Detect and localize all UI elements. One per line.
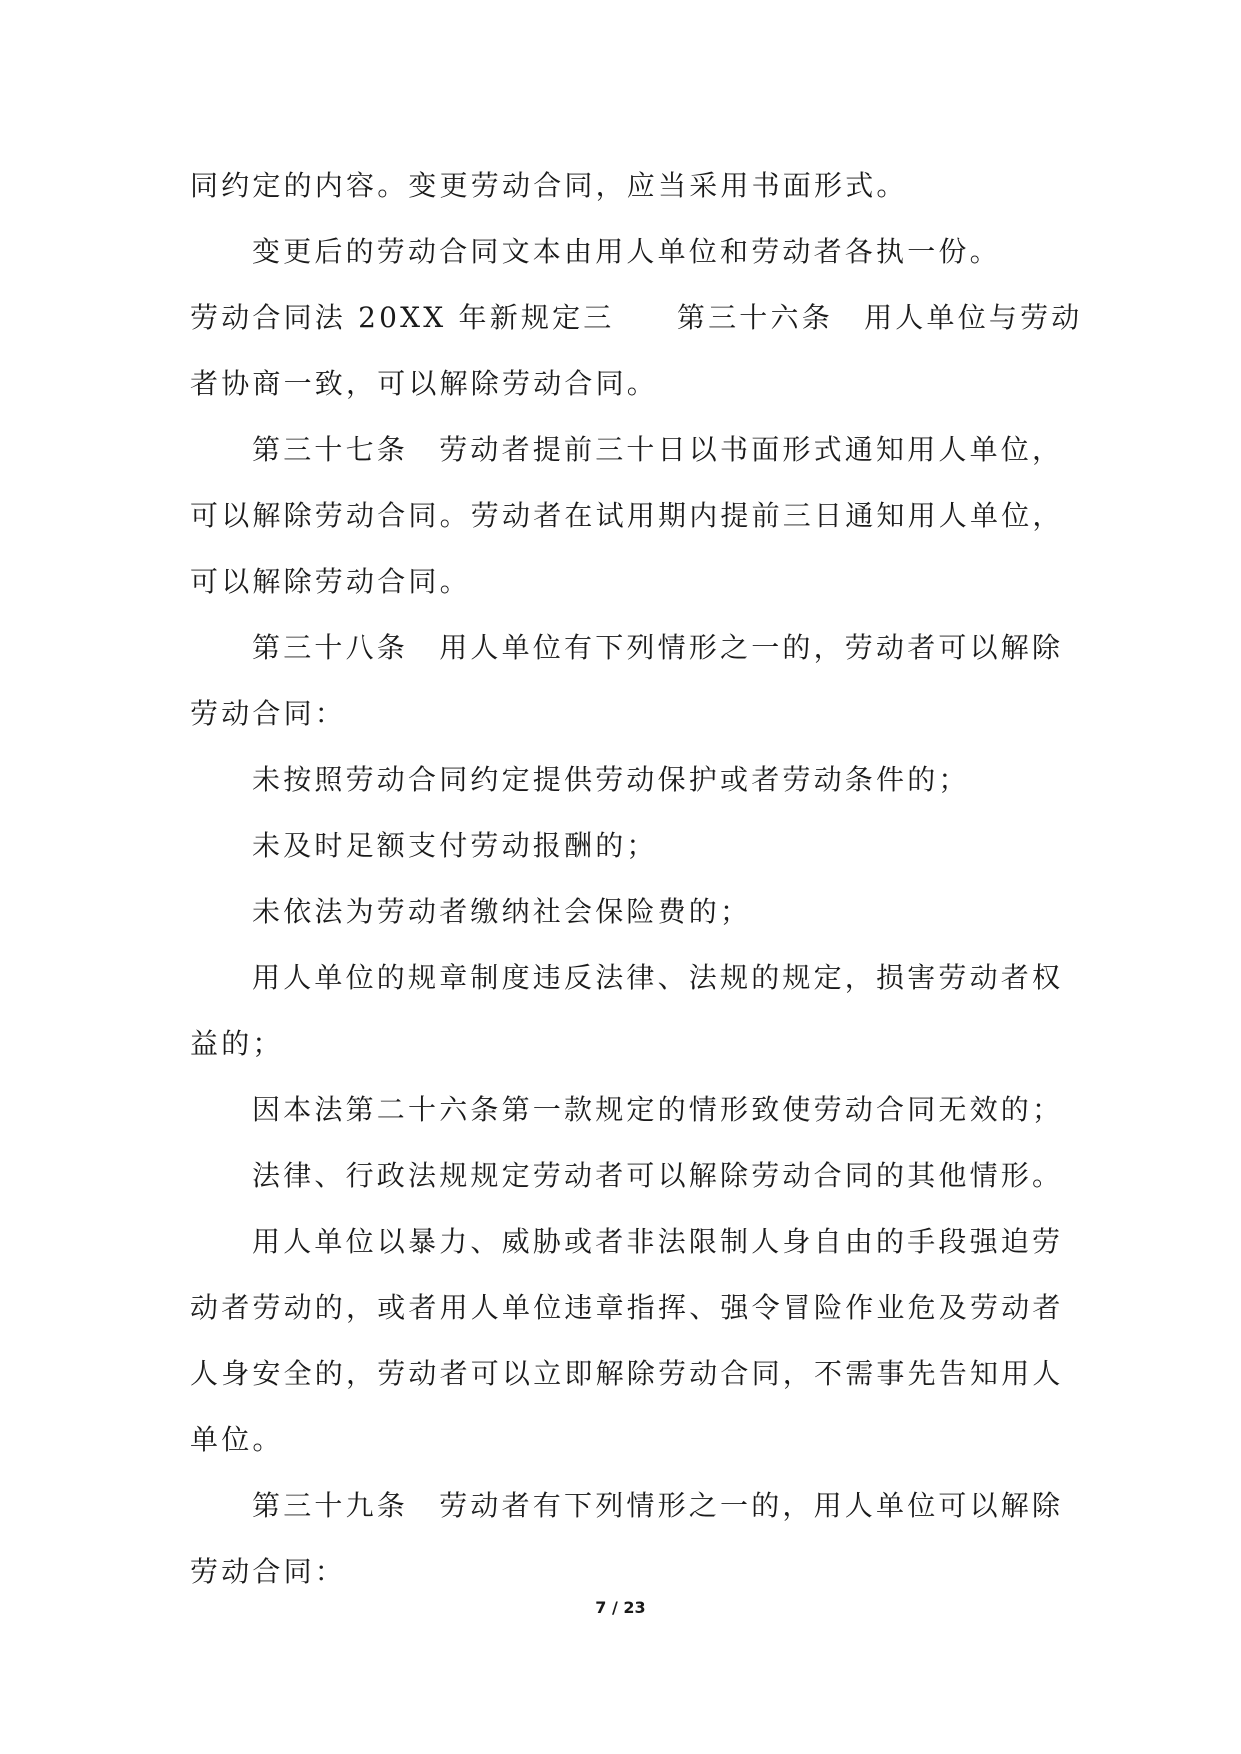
text-line: 未及时足额支付劳动报酬的；	[252, 829, 658, 862]
text-line: 人身安全的，劳动者可以立即解除劳动合同，不需事先告知用人	[190, 1357, 1064, 1390]
text-line: 第三十八条 用人单位有下列情形之一的，劳动者可以解除	[252, 631, 1064, 664]
text-line: 者协商一致，可以解除劳动合同。	[190, 367, 659, 400]
text-line: 第三十九条 劳动者有下列情形之一的，用人单位可以解除	[252, 1489, 1064, 1522]
text-line: 法律、行政法规规定劳动者可以解除劳动合同的其他情形。	[252, 1159, 1064, 1192]
text-line: 可以解除劳动合同。	[190, 565, 471, 598]
text-line: 第三十七条 劳动者提前三十日以书面形式通知用人单位，	[252, 433, 1064, 466]
document-body	[190, 153, 1083, 1605]
text-line: 未按照劳动合同约定提供劳动保护或者劳动条件的；	[252, 763, 970, 796]
text-line: 单位。	[190, 1423, 284, 1456]
text-line: 因本法第二十六条第一款规定的情形致使劳动合同无效的；	[252, 1093, 1064, 1126]
text-line: 未依法为劳动者缴纳社会保险费的；	[252, 895, 752, 928]
text-line: 可以解除劳动合同。劳动者在试用期内提前三日通知用人单位，	[190, 499, 1064, 532]
text-line: 用人单位以暴力、威胁或者非法限制人身自由的手段强迫劳	[252, 1225, 1064, 1258]
text-line: 劳动合同法 20XX 年新规定三 第三十六条 用人单位与劳动	[190, 301, 1083, 334]
text-line: 劳动合同：	[190, 1555, 347, 1588]
text-line: 益的；	[190, 1027, 284, 1060]
text-line: 用人单位的规章制度违反法律、法规的规定，损害劳动者权	[252, 961, 1064, 994]
text-line: 动者劳动的，或者用人单位违章指挥、强令冒险作业危及劳动者	[190, 1291, 1064, 1324]
text-line: 同约定的内容。变更劳动合同，应当采用书面形式。	[190, 169, 908, 202]
text-line: 劳动合同：	[190, 697, 347, 730]
page-number: 7 / 23	[595, 1598, 646, 1617]
text-line: 变更后的劳动合同文本由用人单位和劳动者各执一份。	[252, 235, 1001, 268]
